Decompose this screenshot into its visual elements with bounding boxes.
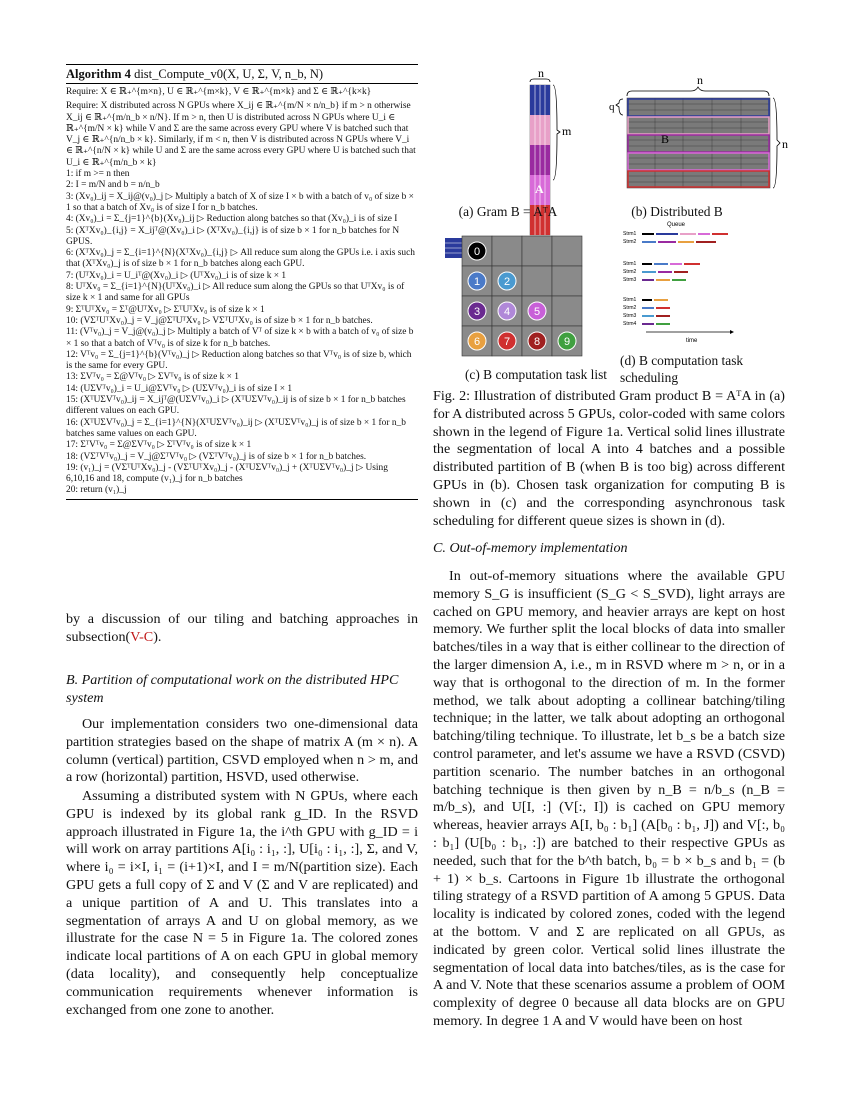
algorithm-line: 7: (UᵀXv₀)_i = U_iᵀ@(Xv₀)_i ▷ (UᵀXv₀)_i is of size k × 1 — [66, 270, 287, 281]
algorithm-line: 3: (Xv₀)_ij = X_ij@(v₀)_j ▷ Multiply a batch of X of size I × b with a batch of v₀ of size b × 1 so that a batch of Xv₀ is of size I for n_b batches. — [66, 191, 414, 213]
schedule-bar — [658, 241, 676, 243]
task-cell — [552, 296, 582, 326]
algorithm-line: 9: ΣᵀUᵀXv₀ = Σᵀ@UᵀXv₀ ▷ ΣᵀUᵀXv₀ is of size k × 1 — [66, 304, 265, 315]
stream-label: Strm2 — [623, 239, 637, 245]
algorithm-line: 5: (XᵀXv₀)_{i,j} = X_ijᵀ@(Xv₀)_i ▷ (XᵀXv₀)_{i,j} is of size b × 1 for n_b batches for N GPUS. — [66, 225, 400, 247]
task-number: 7 — [503, 336, 511, 348]
require-1: Require: X ∈ ℝ₊^{m×n}, U ∈ ℝ₊^{m×k}, V ∈ ℝ₊^{m×k} and Σ ∈ ℝ₊^{k×k} — [66, 87, 372, 97]
schedule-bar — [698, 233, 710, 235]
schedule-bar — [656, 233, 678, 235]
schedule-bar — [656, 315, 670, 317]
schedule-bar — [656, 323, 670, 325]
schedule-bar — [654, 263, 668, 265]
algorithm-line: 11: (Vᵀv₀)_j = V_j@(v₀)_j ▷ Multiply a batch of Vᵀ of size k × b with a batch of v₀ of size b × 1 so that a batch of Vᵀv₀ is of size k for n_b batches. — [66, 327, 414, 349]
schedule-bar — [674, 271, 688, 273]
algorithm-bottom-rule — [66, 499, 418, 500]
label-A: A — [535, 182, 544, 196]
algorithm-line: 4: (Xv₀)_i = Σ_{j=1}^{b}(Xv₀)_ij ▷ Reduction along batches so that (Xv₀)_i is of size I — [66, 214, 398, 225]
schedule-bar — [642, 323, 654, 325]
schedule-bar — [656, 279, 670, 281]
algorithm-line: 10: (VΣᵀUᵀXv₀)_j = V_j@ΣᵀUᵀXv₀ ▷ VΣᵀUᵀXv₀ is of size b × 1 for n_b batches. — [66, 315, 373, 326]
stream-label: Strm1 — [623, 261, 637, 267]
section-b-heading: B. Partition of computational work on the distributed HPC system — [66, 672, 399, 706]
task-scheduling — [623, 222, 734, 344]
task-cell — [492, 236, 522, 266]
require-2: Require: X distributed across N GPUs where X_ij ∈ ℝ₊^{m/N × n/n_b} if m > n otherwise X_ij ∈ ℝ₊^{m/n_b × n/N}. If m > n, then U is distributed across N GPUs where U_i ∈ ℝ₊^{m/N × k} while V and Σ are the same across every GPU where V is batched such that V_j ∈ ℝ₊^{n/n_b × k}. Similarly, if m < n, then V is distributed across N GPUs where V_i ∈ ℝ₊^{n/N × k} while U and Σ are the same across every GPU where U is batched such that U_i ∈ ℝ₊^{m/n_b × k} — [66, 101, 416, 168]
task-number: 5 — [533, 306, 541, 318]
label-n-b2: n — [782, 137, 788, 151]
schedule-bar — [642, 299, 652, 301]
stream-label: Strm3 — [623, 313, 637, 319]
schedule-bar — [684, 263, 700, 265]
algorithm-name: dist_Compute_v0(X, U, Σ, V, n_b, N) — [134, 67, 324, 81]
stream-label: Strm4 — [623, 321, 637, 327]
label-c: (c) B computation task list — [464, 367, 608, 382]
queue-label: Queue — [667, 222, 686, 228]
algorithm-box — [66, 64, 418, 500]
algorithm-line: 17: ΣᵀVᵀv₀ = Σ@ΣVᵀv₀ ▷ ΣᵀVᵀv₀ is of size k × 1 — [66, 440, 252, 451]
task-number: 1 — [473, 276, 481, 288]
algorithm-line: 8: UᵀXv₀ = Σ_{i=1}^{N}(UᵀXv₀)_i ▷ All reduce sum along the GPUs so that UᵀXv₀ is of size k × 1 and same for all GPUs — [66, 282, 405, 304]
task-cell — [522, 266, 552, 296]
algorithm-line: 2: I = m/N and b = n/n_b — [66, 180, 160, 191]
schedule-bar — [658, 271, 672, 273]
schedule-bar — [712, 233, 728, 235]
algorithm-line: 1: if m >= n then — [66, 169, 130, 180]
task-cell — [552, 236, 582, 266]
task-number: 4 — [503, 306, 511, 318]
schedule-bar — [656, 307, 670, 309]
left-paragraph-2: Assuming a distributed system with N GPUs, where each GPU is indexed by its global rank g_ID. In the RSVD approach illustrated in Figure 1a, the i^th GPU with g_ID = i will work on array partitions A[i₀ : i₁, :], U[i₀ : i₁, :], Σ, and V, where i₀ = i×I, i₁ = (i+1)×I, and I = m/N(partition size). Each GPU gets a full copy of Σ and V (Σ and V are replicated) and a unique partition of A and U. This translates into a segmentation of arrays A and U on global memory, as we illustrate for the case N = 5 in Figure 1a. The colored zones indicate local partitions of A on each GPU in global memory (data locality), and consequently help conceptualize communication requirements whenever information is exchanged from one zone to another. — [66, 788, 418, 1018]
label-a: (a) Gram B = AᵀA — [458, 204, 558, 219]
schedule-bar — [642, 241, 656, 243]
label-n-a: n — [538, 66, 544, 80]
algorithm-number: Algorithm 4 — [66, 67, 131, 81]
left-paragraph-continuation: by a discussion of our tiling and batching approaches in subsection(V-C). — [66, 611, 418, 645]
label-d: (d) B computation task scheduling — [620, 353, 744, 385]
schedule-bar — [696, 241, 716, 243]
task-number: 6 — [473, 336, 481, 348]
task-number: 2 — [503, 276, 511, 288]
label-m-a: m — [562, 124, 572, 138]
section-c-heading: C. Out-of-memory implementation — [433, 540, 628, 556]
task-number: 3 — [473, 306, 481, 318]
figure-2 — [410, 60, 810, 390]
task-number: 8 — [533, 336, 541, 348]
algorithm-line: 12: Vᵀv₀ = Σ_{j=1}^{b}(Vᵀv₀)_j ▷ Reduction along batches so that Vᵀv₀ is of size b, which is the same for every GPU. — [66, 349, 412, 372]
algorithm-line: 13: ΣVᵀv₀ = Σ@Vᵀv₀ ▷ ΣVᵀv₀ is of size k × 1 — [66, 372, 239, 383]
algorithm-line: 16: (XᵀUΣVᵀv₀)_j = Σ_{i=1}^{N}(XᵀUΣVᵀv₀)_ij ▷ (XᵀUΣVᵀv₀)_j is of size b × 1 for n_b batches same values on each GPU. — [66, 417, 406, 439]
algorithm-line: 15: (XᵀUΣVᵀv₀)_ij = X_ijᵀ@(UΣVᵀv₀)_i ▷ (XᵀUΣVᵀv₀)_ij is of size b × 1 for n_b batches different values on each GPU. — [66, 395, 406, 417]
left-paragraph-1: Our implementation considers two one-dimensional data partition strategies based on the shape of matrix A (m × n). A column (vertical) partition, CSVD employed when n > m, and a row (horizontal) partition, HSVD, used otherwise. — [66, 716, 418, 786]
schedule-bar — [642, 263, 652, 265]
task-list-grid — [462, 236, 582, 356]
label-B: B — [661, 132, 670, 146]
schedule-bar — [654, 299, 668, 301]
schedule-bar — [670, 263, 682, 265]
task-cell — [552, 266, 582, 296]
right-paragraph-1: In out-of-memory situations where the available GPU memory S_G is insufficient (S_G < S_SVD), light arrays are cached on GPU memory, and heavier arrays are kept on host memory. We further split the local blocks of data into smaller batches/tiles in a way that is either collinear to the direction of the larger dimension A, i.e., m in RSVD where m > n, or in a way that is orthogonal to the direction of m. In the former method, we talk about adopting a collinear batching/tiling technique; in the latter, we talk about adopting an orthogonal batching/tiling technique. To illustrate, let b_s be a batch size control parameter, and let's assume we have a RSVD (CSVD) partition scenario. The number batches in an orthogonal batching technique is then given by n_B = n/b_s (n_B = m/b_s), and U[I, :] (V[:, I]) is cached on GPU memory whereas, heavier arrays A[I, b₀ : b₁] (A[b₀ : b₁, J]) and V[:, b₀ : b₁] (U[b₀ : b₁, :]) are batched to their respective GPUs as needed, such that for the b^th batch, b₀ = b × b_s and b₁ = (b + 1) × b_s. Cartoons in Figure 1b illustrate the orthogonal tiling strategy of a RSVD partition of A among 5 GPUS. Data locality is indicated by colored zones, coded with the legend at the bottom. V and Σ are replicated on all GPUs, as indicated by green color. Vertical solid lines illustrate the segmentation of local data into batches/tiles, as is the case for A and V. Note that these scenarios assume a problem of OOM complexity of degree 0 because all data blocks are on GPU memory. In degree 1 A and V would have been on host — [433, 568, 785, 1029]
label-q: q — [609, 101, 615, 113]
section-link[interactable]: V-C — [130, 628, 154, 645]
stream-label: Strm1 — [623, 297, 637, 303]
figure-caption: Fig. 2: Illustration of distributed Gram product B = AᵀA in (a) for A distributed across 5 GPUs, color-coded with same colors shown in the legend of Figure 1a. Vertical solid lines illustrate the segmentation of local A into 4 batches and a possible distributed partition of B (when B is too big) across different GPUs in (b). Chosen task organization for computing B is shown in (c) and the corresponding asynchronous task scheduling for different queue sizes is shown in (d). — [433, 388, 785, 529]
schedule-bar — [642, 271, 656, 273]
label-b: (b) Distributed B — [631, 204, 723, 219]
algorithm-line: 20: return (v₁)_j — [66, 485, 127, 496]
gram-diagram — [445, 66, 572, 258]
stream-label: Strm2 — [623, 305, 637, 311]
task-number: 0 — [473, 246, 481, 258]
time-label: time — [686, 338, 698, 344]
schedule-bar — [680, 233, 696, 235]
stream-label: Strm2 — [623, 269, 637, 275]
stream-label: Strm1 — [623, 231, 637, 237]
schedule-bar — [642, 233, 654, 235]
schedule-bar — [672, 279, 686, 281]
algorithm-title — [66, 64, 418, 84]
task-number: 9 — [563, 336, 571, 348]
algorithm-line: 14: (UΣVᵀv₀)_i = U_i@ΣVᵀv₀ ▷ (UΣVᵀv₀)_i is of size I × 1 — [66, 383, 293, 394]
algorithm-line: 18: (VΣᵀVᵀv₀)_j = V_j@ΣᵀVᵀv₀ ▷ (VΣᵀVᵀv₀)_j is of size b × 1 for n_b batches. — [66, 451, 367, 462]
algorithm-line: 19: (v₁)_j = (VΣᵀUᵀXv₀)_j - (VΣᵀUᵀXv₀)_j - (XᵀUΣVᵀv₀)_j + (XᵀUΣVᵀv₀)_j ▷ Using 6,10,16 and 18, compute (v₁)_j for n_b batches — [66, 462, 388, 485]
algorithm-line: 6: (XᵀXv₀)_j = Σ_{i=1}^{N}(XᵀXv₀)_{i,j} ▷ All reduce sum along the GPUs i.e. i axis such that (XᵀXv₀)_j is of size b × 1 for n_b batches along each GPU. — [66, 248, 415, 270]
task-cell — [522, 236, 552, 266]
schedule-bar — [678, 241, 694, 243]
schedule-bar — [642, 315, 654, 317]
schedule-bar — [642, 307, 654, 309]
stream-label: Strm3 — [623, 277, 637, 283]
distributed-b-diagram — [609, 73, 788, 188]
label-n-b: n — [697, 73, 703, 87]
algorithm-lines — [66, 169, 418, 497]
schedule-bar — [642, 279, 654, 281]
